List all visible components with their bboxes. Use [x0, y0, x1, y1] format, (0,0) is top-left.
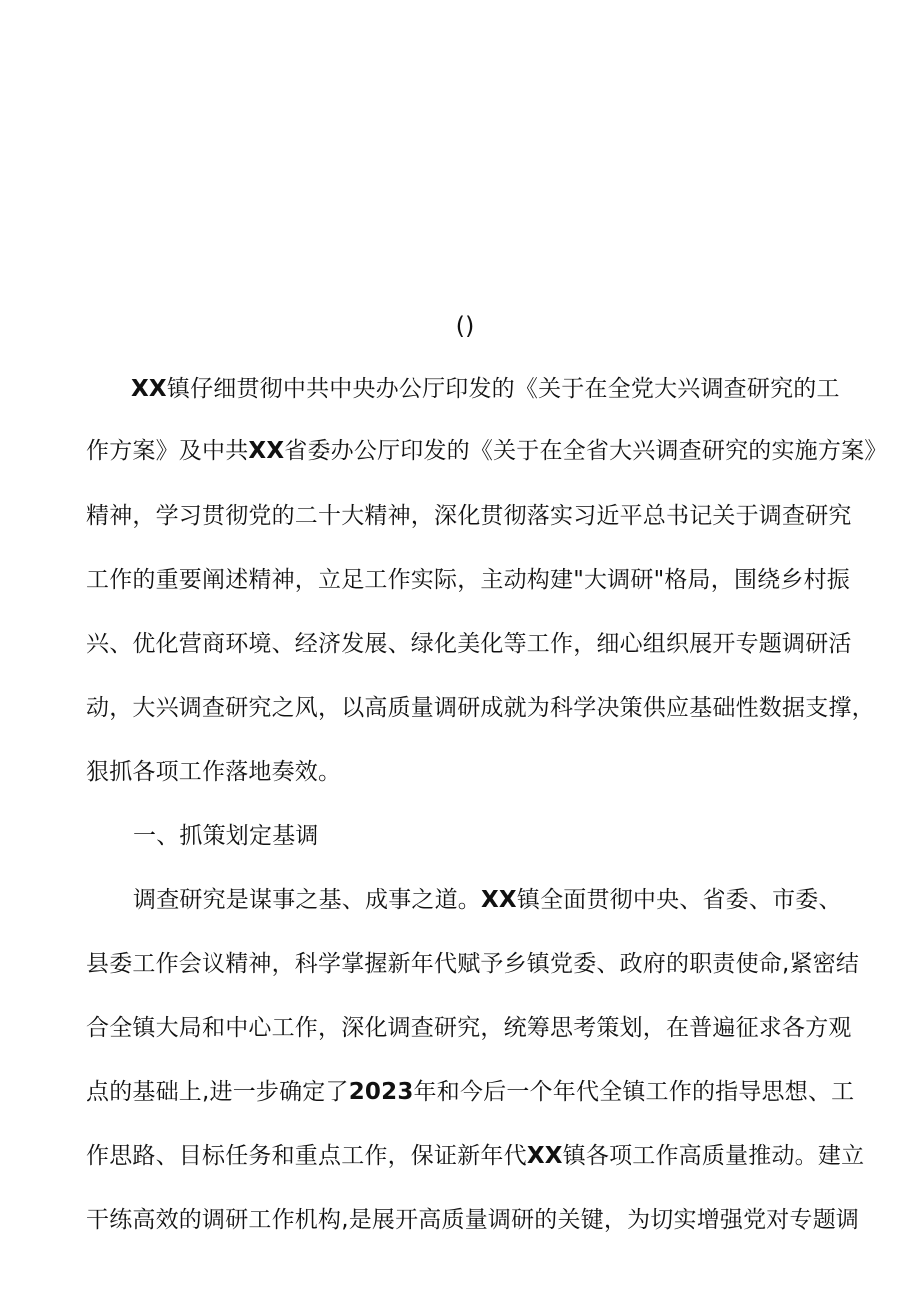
paragraph1-line3: 精神，学习贯彻党的二十大精神，深化贯彻落实习近平总书记关于调查研究	[86, 503, 852, 529]
place-name: XX	[481, 887, 517, 913]
paragraph2-line2: 县委工作会议精神，科学掌握新年代赋予乡镇党委、政府的职责使命,紧密结	[86, 951, 860, 977]
section-heading: 一、抓策划定基调	[133, 823, 319, 849]
paragraph1-line7: 狠抓各项工作落地奏效。	[86, 759, 342, 785]
place-name: XX	[526, 1143, 563, 1169]
place-name: XX	[248, 438, 285, 464]
paragraph2-line5: 作思路、目标任务和重点工作，保证新年代XX镇各项工作高质量推动。建立	[86, 1143, 865, 1169]
section-mark: ()	[455, 312, 475, 340]
paragraph2-line4: 点的基础上,进一步确定了2023年和今后一个年代全镇工作的指导思想、工	[86, 1079, 855, 1105]
paragraph2-line1: 调查研究是谋事之基、成事之道。XX镇全面贯彻中央、省委、市委、	[133, 887, 842, 913]
paragraph2-line3: 合全镇大局和中心工作，深化调查研究，统筹思考策划，在普遍征求各方观	[86, 1015, 852, 1041]
paragraph1-line4: 工作的重要阐述精神，立足工作实际，主动构建"大调研"格局，围绕乡村振	[86, 567, 850, 593]
year: 2023	[348, 1079, 414, 1105]
paragraph1-line2: 作方案》及中共XX省委办公厅印发的《关于在全省大兴调查研究的实施方案》	[86, 438, 888, 464]
paragraph2-line6: 干练高效的调研工作机构,是展开高质量调研的关键，为切实增强党对专题调	[86, 1207, 860, 1233]
paragraph1-line6: 动，大兴调查研究之风，以高质量调研成就为科学决策供应基础性数据支撑，	[86, 695, 875, 721]
paragraph1-line1: XX镇仔细贯彻中共中央办公厅印发的《关于在全党大兴调查研究的工	[131, 376, 840, 402]
paragraph1-line5: 兴、优化营商环境、经济发展、绿化美化等工作，细心组织展开专题调研活	[86, 631, 852, 657]
place-name: XX	[131, 376, 167, 402]
